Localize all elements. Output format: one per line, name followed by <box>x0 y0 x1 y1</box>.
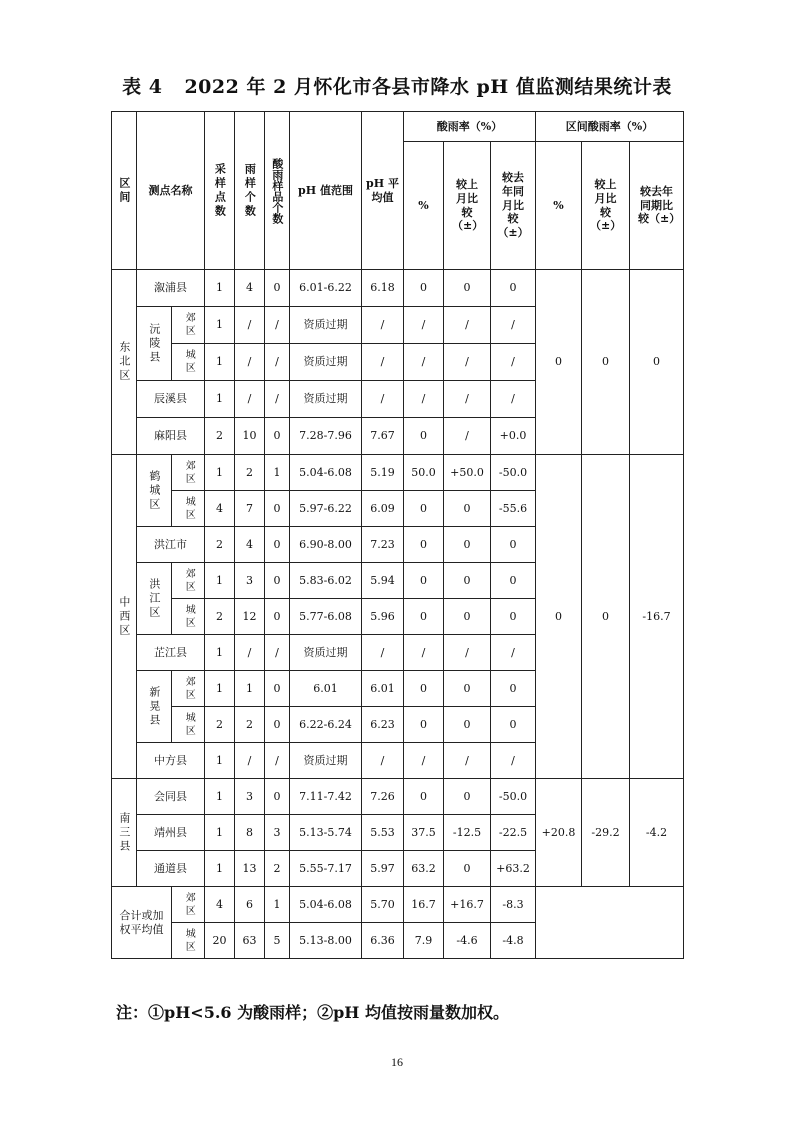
value-cell: 4 <box>205 491 235 527</box>
subarea-cell: 城区 <box>172 599 205 635</box>
value-cell: 0 <box>444 491 491 527</box>
value-cell: 5.13-8.00 <box>290 923 362 959</box>
value-cell: / <box>362 381 404 418</box>
zone-value-cell: -4.2 <box>630 779 684 887</box>
zone-value-cell: 0 <box>582 455 630 779</box>
value-cell: 7 <box>235 491 265 527</box>
value-cell: 2 <box>205 527 235 563</box>
value-cell: 1 <box>265 455 290 491</box>
value-cell: 1 <box>205 743 235 779</box>
value-cell: 0 <box>404 671 444 707</box>
value-cell: +16.7 <box>444 887 491 923</box>
value-cell: 6.18 <box>362 270 404 307</box>
value-cell: / <box>404 344 444 381</box>
value-cell: 0 <box>404 527 444 563</box>
value-cell: / <box>362 743 404 779</box>
value-cell: 0 <box>491 270 536 307</box>
value-cell: / <box>265 307 290 344</box>
value-cell: 0 <box>404 270 444 307</box>
site-cell: 麻阳县 <box>137 418 205 455</box>
value-cell: 5.77-6.08 <box>290 599 362 635</box>
value-cell: / <box>265 381 290 418</box>
value-cell: 1 <box>235 671 265 707</box>
value-cell: 6.90-8.00 <box>290 527 362 563</box>
value-cell: -22.5 <box>491 815 536 851</box>
value-cell: 0 <box>444 563 491 599</box>
value-cell: / <box>235 743 265 779</box>
value-cell: 0 <box>491 707 536 743</box>
value-cell: 资质过期 <box>290 743 362 779</box>
value-cell: 5.94 <box>362 563 404 599</box>
value-cell: 5.96 <box>362 599 404 635</box>
value-cell: -55.6 <box>491 491 536 527</box>
value-cell: 63 <box>235 923 265 959</box>
page-number: 16 <box>391 1055 403 1069</box>
value-cell: 资质过期 <box>290 381 362 418</box>
value-cell: 1 <box>205 344 235 381</box>
header-pct: % <box>404 142 444 270</box>
site-cell: 溆浦县 <box>137 270 205 307</box>
value-cell: / <box>444 307 491 344</box>
zone-value-cell: 0 <box>536 270 582 455</box>
value-cell: 1 <box>205 270 235 307</box>
value-cell: 7.23 <box>362 527 404 563</box>
header-region: 区间 <box>112 112 137 270</box>
value-cell: / <box>491 307 536 344</box>
empty-zone-cell <box>536 887 684 959</box>
value-cell: / <box>265 743 290 779</box>
site-cell: 辰溪县 <box>137 381 205 418</box>
value-cell: / <box>444 418 491 455</box>
value-cell: 0 <box>491 527 536 563</box>
value-cell: 5.97-6.22 <box>290 491 362 527</box>
value-cell: / <box>491 344 536 381</box>
header-acid-samples: 酸雨样品个数 <box>265 112 290 270</box>
value-cell: 0 <box>404 779 444 815</box>
value-cell: / <box>491 635 536 671</box>
table-title <box>0 72 794 99</box>
value-cell: -50.0 <box>491 455 536 491</box>
value-cell: 0 <box>265 270 290 307</box>
value-cell: 5.04-6.08 <box>290 887 362 923</box>
value-cell: 1 <box>205 635 235 671</box>
value-cell: 5.97 <box>362 851 404 887</box>
value-cell: 37.5 <box>404 815 444 851</box>
header-ph-avg: pH 平均值 <box>362 112 404 270</box>
value-cell: 0 <box>444 671 491 707</box>
value-cell: 5.70 <box>362 887 404 923</box>
value-cell: 3 <box>235 779 265 815</box>
header-acid-rate: 酸雨率（%） <box>404 112 536 142</box>
value-cell: 0 <box>444 851 491 887</box>
value-cell: 1 <box>205 851 235 887</box>
value-cell: 0 <box>444 707 491 743</box>
value-cell: 13 <box>235 851 265 887</box>
value-cell: 2 <box>265 851 290 887</box>
value-cell: -4.8 <box>491 923 536 959</box>
value-cell: 0 <box>265 418 290 455</box>
value-cell: 2 <box>205 707 235 743</box>
value-cell: / <box>444 381 491 418</box>
value-cell: 4 <box>205 887 235 923</box>
value-cell: 0 <box>265 671 290 707</box>
value-cell: 1 <box>205 381 235 418</box>
value-cell: / <box>235 344 265 381</box>
value-cell: 0 <box>491 599 536 635</box>
value-cell: 5.13-5.74 <box>290 815 362 851</box>
subarea-cell: 郊区 <box>172 887 205 923</box>
totals-label: 合计或加权平均值 <box>112 887 172 959</box>
value-cell: 0 <box>444 599 491 635</box>
value-cell: / <box>444 635 491 671</box>
value-cell: / <box>444 344 491 381</box>
value-cell: / <box>404 307 444 344</box>
value-cell: 1 <box>205 455 235 491</box>
subarea-cell: 郊区 <box>172 455 205 491</box>
value-cell: 4 <box>235 270 265 307</box>
zone-value-cell: +20.8 <box>536 779 582 887</box>
site-cell: 通道县 <box>137 851 205 887</box>
value-cell: / <box>404 381 444 418</box>
header-zone-mom: 较上月比较（±） <box>582 142 630 270</box>
value-cell: 50.0 <box>404 455 444 491</box>
table-number: 表 4 <box>122 76 163 98</box>
value-cell: 2 <box>205 599 235 635</box>
value-cell: +63.2 <box>491 851 536 887</box>
value-cell: 0 <box>265 707 290 743</box>
value-cell: 10 <box>235 418 265 455</box>
subarea-cell: 城区 <box>172 344 205 381</box>
header-site: 测点名称 <box>137 112 205 270</box>
value-cell: 0 <box>404 563 444 599</box>
table-note: 注：①pH<5.6 为酸雨样；②pH 均值按雨量数加权。 <box>116 1003 509 1022</box>
value-cell: / <box>362 635 404 671</box>
value-cell: 6.23 <box>362 707 404 743</box>
value-cell: 0 <box>265 527 290 563</box>
value-cell: 0 <box>444 527 491 563</box>
value-cell: -8.3 <box>491 887 536 923</box>
total-row <box>112 887 684 923</box>
subarea-cell: 郊区 <box>172 563 205 599</box>
site-cell: 靖州县 <box>137 815 205 851</box>
value-cell: 1 <box>205 815 235 851</box>
value-cell: 12 <box>235 599 265 635</box>
value-cell: / <box>491 381 536 418</box>
value-cell: 6.01-6.22 <box>290 270 362 307</box>
zone-value-cell: 0 <box>582 270 630 455</box>
subarea-cell: 郊区 <box>172 671 205 707</box>
table-row <box>112 455 684 491</box>
value-cell: 5.55-7.17 <box>290 851 362 887</box>
value-cell: 4 <box>235 527 265 563</box>
site-cell: 洪江区 <box>137 563 172 635</box>
header-sample-points: 采样点数 <box>205 112 235 270</box>
value-cell: 5.83-6.02 <box>290 563 362 599</box>
header-rain-samples: 雨样个数 <box>235 112 265 270</box>
value-cell: 2 <box>235 707 265 743</box>
value-cell: 0 <box>491 671 536 707</box>
value-cell: 7.67 <box>362 418 404 455</box>
value-cell: 5.19 <box>362 455 404 491</box>
value-cell: 6.22-6.24 <box>290 707 362 743</box>
value-cell: / <box>404 635 444 671</box>
value-cell: 0 <box>404 599 444 635</box>
value-cell: 资质过期 <box>290 307 362 344</box>
value-cell: 1 <box>205 563 235 599</box>
value-cell: 0 <box>265 563 290 599</box>
value-cell: +0.0 <box>491 418 536 455</box>
value-cell: 0 <box>491 563 536 599</box>
table-title-text: 2022 年 2 月怀化市各县市降水 pH 值监测结果统计表 <box>184 76 672 98</box>
value-cell: 5.53 <box>362 815 404 851</box>
table-body <box>112 270 684 959</box>
value-cell: 2 <box>205 418 235 455</box>
header-yoy: 较去年同月比较（±） <box>491 142 536 270</box>
value-cell: 6.09 <box>362 491 404 527</box>
site-cell: 鹤城区 <box>137 455 172 527</box>
header-zone-yoy: 较去年同期比较（±） <box>630 142 684 270</box>
value-cell: -12.5 <box>444 815 491 851</box>
value-cell: 6.01 <box>290 671 362 707</box>
value-cell: 16.7 <box>404 887 444 923</box>
value-cell: 1 <box>205 779 235 815</box>
value-cell: 0 <box>404 707 444 743</box>
value-cell: 0 <box>265 491 290 527</box>
value-cell: 0 <box>265 599 290 635</box>
header-zone-acid-rate: 区间酸雨率（%） <box>536 112 684 142</box>
subarea-cell: 城区 <box>172 707 205 743</box>
site-cell: 新晃县 <box>137 671 172 743</box>
zone-value-cell: 0 <box>536 455 582 779</box>
value-cell: / <box>491 743 536 779</box>
value-cell: / <box>404 743 444 779</box>
value-cell: 0 <box>444 779 491 815</box>
site-cell: 芷江县 <box>137 635 205 671</box>
value-cell: 5.04-6.08 <box>290 455 362 491</box>
value-cell: 0 <box>444 270 491 307</box>
value-cell: 0 <box>404 418 444 455</box>
value-cell: 7.26 <box>362 779 404 815</box>
subarea-cell: 城区 <box>172 491 205 527</box>
value-cell: -50.0 <box>491 779 536 815</box>
value-cell: 3 <box>235 563 265 599</box>
value-cell: 8 <box>235 815 265 851</box>
zone-value-cell: -16.7 <box>630 455 684 779</box>
header-mom: 较上月比较（±） <box>444 142 491 270</box>
value-cell: 0 <box>404 491 444 527</box>
region-cell: 中西区 <box>112 455 137 779</box>
value-cell: 20 <box>205 923 235 959</box>
value-cell: 1 <box>265 887 290 923</box>
value-cell: 6.36 <box>362 923 404 959</box>
value-cell: / <box>235 381 265 418</box>
table-row <box>112 270 684 307</box>
value-cell: 2 <box>235 455 265 491</box>
value-cell: 资质过期 <box>290 635 362 671</box>
site-cell: 洪江市 <box>137 527 205 563</box>
value-cell: 6.01 <box>362 671 404 707</box>
value-cell: +50.0 <box>444 455 491 491</box>
subarea-cell: 郊区 <box>172 307 205 344</box>
region-cell: 东北区 <box>112 270 137 455</box>
value-cell: 7.28-7.96 <box>290 418 362 455</box>
table-row <box>112 779 684 815</box>
value-cell: 7.11-7.42 <box>290 779 362 815</box>
header-zone-pct: % <box>536 142 582 270</box>
site-cell: 会同县 <box>137 779 205 815</box>
value-cell: / <box>444 743 491 779</box>
value-cell: 1 <box>205 307 235 344</box>
value-cell: / <box>362 307 404 344</box>
value-cell: 3 <box>265 815 290 851</box>
value-cell: / <box>265 635 290 671</box>
header-ph-range: pH 值范围 <box>290 112 362 270</box>
value-cell: 资质过期 <box>290 344 362 381</box>
ph-monitoring-table <box>111 111 684 959</box>
value-cell: 63.2 <box>404 851 444 887</box>
value-cell: 0 <box>265 779 290 815</box>
site-cell: 沅陵县 <box>137 307 172 381</box>
value-cell: 6 <box>235 887 265 923</box>
region-cell: 南三县 <box>112 779 137 887</box>
value-cell: / <box>362 344 404 381</box>
site-cell: 中方县 <box>137 743 205 779</box>
value-cell: 1 <box>205 671 235 707</box>
subarea-cell: 城区 <box>172 923 205 959</box>
zone-value-cell: 0 <box>630 270 684 455</box>
value-cell: / <box>265 344 290 381</box>
value-cell: -4.6 <box>444 923 491 959</box>
value-cell: / <box>235 635 265 671</box>
value-cell: 7.9 <box>404 923 444 959</box>
value-cell: 5 <box>265 923 290 959</box>
zone-value-cell: -29.2 <box>582 779 630 887</box>
value-cell: / <box>235 307 265 344</box>
